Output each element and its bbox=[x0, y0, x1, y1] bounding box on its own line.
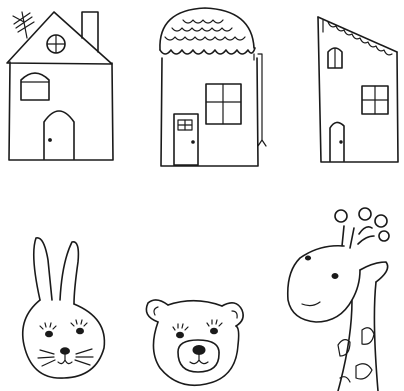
door-icon bbox=[44, 111, 74, 159]
house-with-antenna-drawing bbox=[7, 12, 113, 160]
window-icon bbox=[206, 84, 241, 124]
bunny-face-drawing bbox=[23, 238, 105, 378]
nose-icon bbox=[58, 348, 72, 364]
door-icon bbox=[330, 122, 344, 161]
door-icon bbox=[174, 114, 198, 165]
window-icon bbox=[362, 86, 388, 114]
nose-icon bbox=[190, 346, 208, 364]
eye-icon bbox=[40, 323, 56, 337]
antenna-icon bbox=[13, 12, 34, 38]
bear-face-drawing bbox=[146, 300, 243, 385]
giraffe-drawing bbox=[288, 208, 389, 391]
eye-icon bbox=[332, 274, 338, 279]
round-window-icon bbox=[47, 35, 65, 53]
house-with-scalloped-roof-drawing bbox=[160, 8, 266, 166]
arched-window-icon bbox=[21, 73, 49, 100]
small-window-icon bbox=[328, 48, 342, 68]
eye-icon bbox=[173, 324, 188, 338]
eye-icon bbox=[71, 320, 87, 334]
tall-narrow-house-drawing bbox=[318, 17, 398, 162]
eye-icon bbox=[207, 320, 222, 334]
